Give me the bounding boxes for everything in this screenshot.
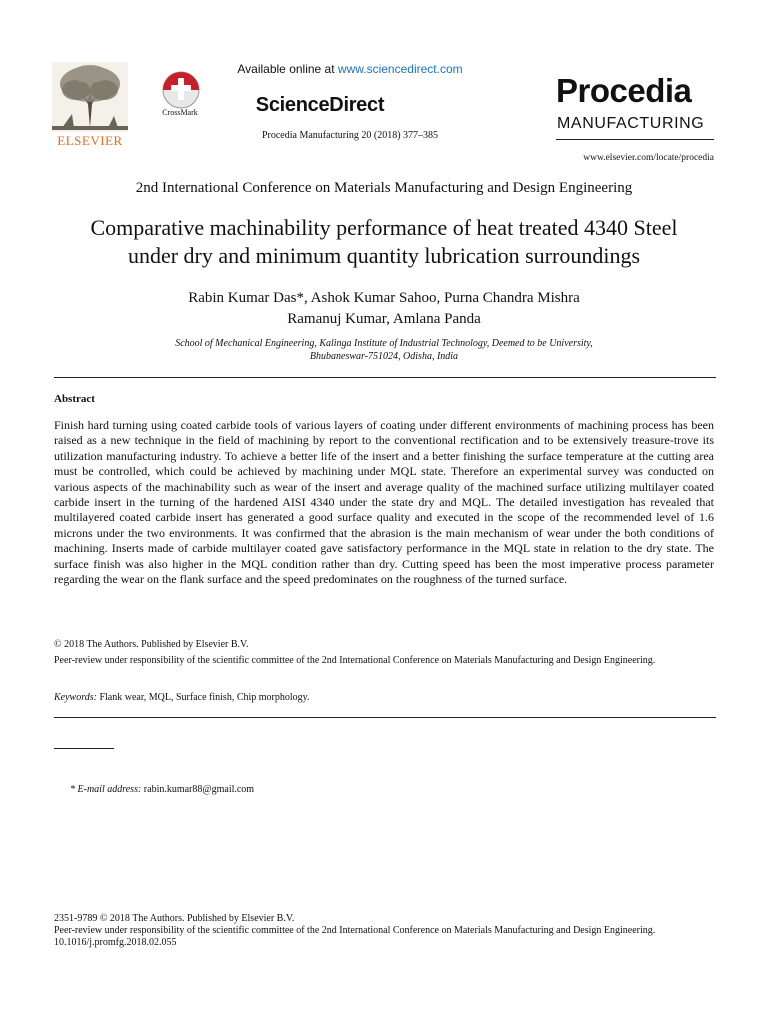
available-prefix: Available online at <box>237 62 338 76</box>
footer-peer-review: Peer-review under responsibility of the scientific committee of the 2nd International Conference on Materials Manufacturing and Design Engineering. <box>54 925 656 936</box>
abstract-top-rule <box>54 377 716 378</box>
crossmark-label: CrossMark <box>162 108 198 117</box>
email-label: * E-mail address: <box>70 784 142 795</box>
authors-line-2: Ramanuj Kumar, Amlana Panda <box>287 311 481 327</box>
elsevier-wordmark: ELSEVIER <box>57 133 123 148</box>
keywords-label: Keywords: <box>54 692 97 703</box>
affiliation-line-1: School of Mechanical Engineering, Kalinga Institute of Industrial Technology, Deemed to be University, <box>175 338 593 349</box>
peer-review-notice: Peer-review under responsibility of the scientific committee of the 2nd International Conference on Materials Manufacturing and Design Engineering. <box>54 655 656 666</box>
title-line-2: under dry and minimum quantity lubrication surroundings <box>127 243 641 268</box>
copyright-notice: © 2018 The Authors. Published by Elsevier B.V. <box>54 639 249 650</box>
abstract-body: Finish hard turning using coated carbide tools of various layers of coating under different environments of machining process has been raised as a new technique in the field of machining by report to the conventional rectification and to be extensively treasure-trove its utilization manufacturing industry. To achieve a better life of the insert and a better finishing the surface temperature at the cutting area must be controlled, which could be achieved by machining under MQL state. Therefore an experimental survey was conducted on various aspects of the machinability such as wear of the insert and average quality of the machined surface utilizing multilayer coated carbide insert in the turning of the hardened AISI 4340 under the state dry and MQL. The detailed investigation has revealed that multilayered coated carbide insert has generated a good surface quality and executed in the scope of the recommended level of 1.6 microns under the two environments. It was confirmed that the abrasion is the main mechanism of wear under the both conditions of machining. Inserts made of carbide multilayer coated gave satisfactory performance in the MQL state in relation to the dry state. The surface finish was also higher in the MQL condition rather than dry. Cutting speed has been the most imperative process parameter regarding the wear on the flank surface and the speed predominates on the roughness of the turned surface. <box>54 418 714 587</box>
footer-issn: 2351-9789 © 2018 The Authors. Published by Elsevier B.V. <box>54 913 295 924</box>
keywords <box>54 691 714 704</box>
authors-line-1: Rabin Kumar Das*, Ashok Kumar Sahoo, Purna Chandra Mishra <box>188 290 580 306</box>
procedia-wordmark: Procedia <box>556 72 692 109</box>
title-line-1: Comparative machinability performance of heat treated 4340 Steel <box>90 215 678 240</box>
header-divider <box>556 139 714 140</box>
abstract-heading: Abstract <box>54 393 95 405</box>
abstract-bottom-rule <box>54 717 716 718</box>
affiliation-line-2: Bhubaneswar-751024, Odisha, India <box>309 351 459 362</box>
sciencedirect-link[interactable]: www.sciencedirect.com <box>337 62 463 76</box>
keywords-text: Flank wear, MQL, Surface finish, Chip morphology. <box>96 692 310 703</box>
paper-title <box>40 214 728 270</box>
page-footer <box>54 913 714 949</box>
footnote-rule <box>54 748 114 749</box>
journal-reference: Procedia Manufacturing 20 (2018) 377–385 <box>261 130 439 141</box>
available-online-text <box>200 62 500 76</box>
footer-doi[interactable]: 10.1016/j.promfg.2018.02.055 <box>54 937 177 948</box>
journal-url[interactable]: www.elsevier.com/locate/procedia <box>583 153 714 163</box>
manufacturing-wordmark: MANUFACTURING <box>557 115 705 132</box>
author-list <box>54 288 714 330</box>
author-email[interactable]: rabin.kumar88@gmail.com <box>141 784 255 795</box>
conference-name: 2nd International Conference on Materials Manufacturing and Design Engineering <box>135 180 633 196</box>
sciencedirect-wordmark: ScienceDirect <box>255 94 385 116</box>
affiliation <box>54 337 714 363</box>
corresponding-author-footnote <box>70 784 254 795</box>
